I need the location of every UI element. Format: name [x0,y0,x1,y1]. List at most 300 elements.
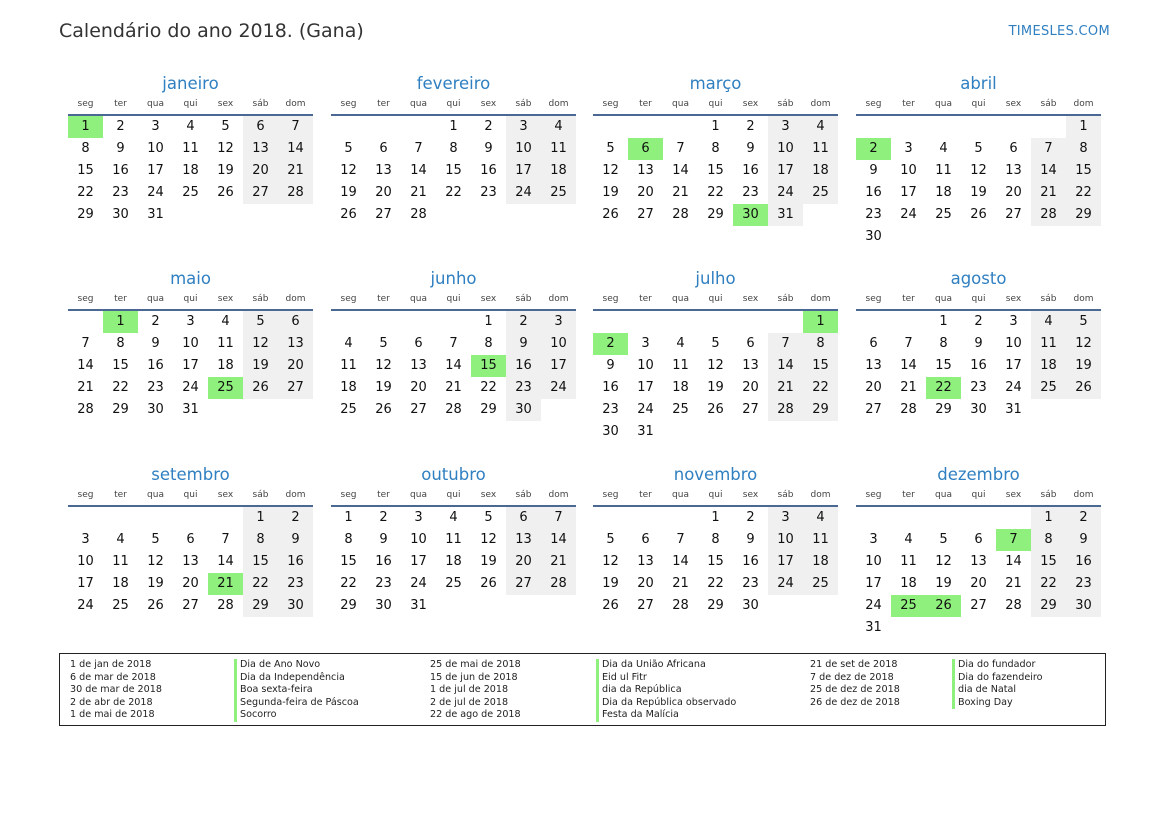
weekday-label: seg [865,99,882,109]
day-cell: 4 [541,116,576,138]
empty-day-cell [926,226,961,248]
day-cell: 2 [151,314,160,329]
weekday-label: sex [742,99,759,109]
day-cell: 10 [865,554,882,569]
day-cell: 8 [484,336,493,351]
empty-day-cell [768,595,803,617]
day-cell: 14 [410,163,427,178]
week-row [856,226,1101,248]
weekday-label: sáb [515,490,532,500]
day-cell: 22 [340,576,357,591]
weekday-label: seg [340,490,357,500]
day-cell: 4 [904,532,913,547]
week-row [856,377,1101,399]
holiday-date: 25 de mai de 2018 [430,659,521,670]
weekday-header [593,97,838,116]
weekday-header [68,97,313,116]
month-name: junho [430,269,477,288]
day-cell: 4 [803,116,838,138]
holiday-day-cell: 2 [593,333,628,355]
day-cell: 17 [865,576,882,591]
week-row [856,311,1101,333]
day-cell: 22 [480,380,497,395]
holiday-day-cell: 1 [803,311,838,333]
empty-day-cell [961,116,996,138]
weekday-label: dom [810,99,831,109]
week-row [331,116,576,138]
month-dezembro [856,464,1101,639]
day-cell: 26 [375,402,392,417]
day-cell: 3 [414,510,423,525]
holiday-name: Dia da República observado [596,697,736,710]
week-row [593,595,838,617]
day-cell: 28 [445,402,462,417]
day-cell: 20 [243,160,278,182]
day-cell: 14 [217,554,234,569]
day-cell: 11 [1031,333,1066,355]
day-cell: 27 [243,182,278,204]
day-cell: 28 [1005,598,1022,613]
weekday-header [856,488,1101,507]
weekday-label: sex [742,294,759,304]
weekday-label: ter [377,294,390,304]
weekday-header [593,488,838,507]
day-cell: 9 [151,336,160,351]
week-row [68,160,313,182]
week-row [593,421,838,443]
day-cell: 2 [116,119,125,134]
day-cell: 23 [970,380,987,395]
weekday-label: ter [639,99,652,109]
day-cell: 20 [865,380,882,395]
day-cell: 26 [480,576,497,591]
day-cell: 10 [900,163,917,178]
day-cell: 26 [970,207,987,222]
day-cell: 1 [344,510,353,525]
day-cell: 19 [602,185,619,200]
day-cell: 7 [676,532,685,547]
empty-day-cell [628,311,663,333]
day-cell: 29 [112,402,129,417]
day-cell: 14 [672,554,689,569]
week-row [856,355,1101,377]
day-cell: 8 [1031,529,1066,551]
day-cell: 5 [711,336,720,351]
day-cell: 23 [112,185,129,200]
day-cell: 7 [904,336,913,351]
day-cell: 29 [243,595,278,617]
holiday-date: 1 de mai de 2018 [70,709,155,721]
week-row [331,311,576,333]
holiday-date: 30 de mar de 2018 [70,684,162,696]
day-cell: 26 [602,598,619,613]
week-row [856,617,1101,639]
day-cell: 9 [116,141,125,156]
week-row [856,573,1101,595]
holiday-day-cell: 15 [471,355,506,377]
empty-day-cell [541,399,576,421]
brand-link[interactable]: TIMESLES.COM [1008,24,1110,39]
week-row [593,507,838,529]
day-cell: 26 [217,185,234,200]
holiday-day-cell: 25 [208,377,243,399]
day-cell: 30 [865,229,882,244]
weekday-label: qua [672,99,689,109]
weekday-label: dom [810,490,831,500]
empty-day-cell [961,507,996,529]
empty-day-cell [506,595,541,617]
holiday-name: Socorro [234,709,359,722]
day-cell: 16 [742,163,759,178]
empty-day-cell [733,311,768,333]
day-cell: 15 [707,163,724,178]
empty-day-cell [138,507,173,529]
day-cell: 15 [935,358,952,373]
day-cell: 19 [375,380,392,395]
weekday-label: dom [548,99,569,109]
weekday-header [331,97,576,116]
day-cell: 5 [1066,311,1101,333]
empty-day-cell [926,617,961,639]
day-cell: 13 [970,554,987,569]
day-cell: 24 [768,182,803,204]
weekday-label: ter [114,99,127,109]
day-cell: 23 [506,377,541,399]
holiday-name: Festa da Malícia [596,709,736,722]
day-cell: 9 [746,141,755,156]
week-row [593,182,838,204]
day-cell: 10 [182,336,199,351]
weekday-label: ter [114,294,127,304]
empty-day-cell [856,507,891,529]
empty-day-cell [103,507,138,529]
day-cell: 12 [602,163,619,178]
week-row [68,573,313,595]
empty-day-cell [331,311,366,333]
day-cell: 16 [506,355,541,377]
day-cell: 18 [340,380,357,395]
weekday-label: sáb [515,99,532,109]
weekday-label: qua [935,294,952,304]
month-name: setembro [151,465,230,484]
day-cell: 9 [746,532,755,547]
day-cell: 11 [935,163,952,178]
month-janeiro [68,73,313,226]
day-cell: 5 [606,532,615,547]
day-cell: 24 [900,207,917,222]
week-row [331,595,576,617]
day-cell: 21 [1005,576,1022,591]
weekday-label: dom [1073,490,1094,500]
day-cell: 27 [742,402,759,417]
empty-day-cell [436,311,471,333]
weekday-label: ter [902,490,915,500]
weekday-label: dom [285,294,306,304]
week-row [68,377,313,399]
month-name: maio [170,269,211,288]
weekday-label: dom [1073,99,1094,109]
day-cell: 30 [742,598,759,613]
holiday-day-cell: 26 [926,595,961,617]
weekday-label: qui [708,294,723,304]
weekday-label: qua [672,490,689,500]
week-row [331,355,576,377]
day-cell: 10 [1005,336,1022,351]
weekday-label: qua [147,99,164,109]
empty-day-cell [1031,226,1066,248]
weekday-label: sex [480,99,497,109]
empty-day-cell [278,399,313,421]
week-row [593,160,838,182]
empty-day-cell [926,116,961,138]
legend-date-column [70,659,162,722]
day-cell: 1 [939,314,948,329]
weekday-label: ter [639,294,652,304]
legend-name-column [952,659,1043,709]
day-cell: 15 [803,355,838,377]
day-cell: 13 [637,554,654,569]
day-cell: 30 [970,402,987,417]
day-cell: 27 [375,207,392,222]
day-cell: 3 [81,532,90,547]
month-julho [593,268,838,443]
day-cell: 25 [803,182,838,204]
day-cell: 23 [742,576,759,591]
day-cell: 9 [484,141,493,156]
day-cell: 28 [900,402,917,417]
day-cell: 13 [506,529,541,551]
day-cell: 3 [641,336,650,351]
week-row [593,204,838,226]
weekday-label: sáb [1040,490,1057,500]
day-cell: 6 [869,336,878,351]
day-cell: 5 [606,141,615,156]
day-cell: 24 [506,182,541,204]
weekday-label: qui [971,294,986,304]
holiday-date: 15 de jun de 2018 [430,671,518,683]
empty-day-cell [436,595,471,617]
weekday-label: seg [602,294,619,304]
day-cell: 3 [904,141,913,156]
week-row [856,529,1101,551]
holiday-name: Segunda-feira de Páscoa [234,697,359,710]
day-cell: 22 [707,576,724,591]
holiday-day-cell: 1 [103,311,138,333]
week-row [331,204,576,226]
day-cell: 19 [970,185,987,200]
week-row [593,573,838,595]
week-row [331,529,576,551]
day-cell: 8 [243,529,278,551]
day-cell: 2 [746,119,755,134]
day-cell: 28 [77,402,94,417]
weekday-label: qua [672,294,689,304]
day-cell: 17 [541,355,576,377]
weekday-label: ter [902,99,915,109]
empty-day-cell [663,507,698,529]
day-cell: 28 [217,598,234,613]
weekday-label: qui [708,99,723,109]
day-cell: 25 [112,598,129,613]
day-cell: 8 [116,336,125,351]
day-cell: 30 [1066,595,1101,617]
weekday-label: qua [935,99,952,109]
day-cell: 3 [869,532,878,547]
day-cell: 16 [375,554,392,569]
holiday-date: 25 de dez de 2018 [810,684,900,696]
empty-day-cell [366,311,401,333]
empty-day-cell [698,421,733,443]
day-cell: 8 [449,141,458,156]
day-cell: 19 [1066,355,1101,377]
day-cell: 28 [410,207,427,222]
day-cell: 22 [112,380,129,395]
day-cell: 28 [1031,204,1066,226]
weekday-label: ter [377,490,390,500]
holiday-name: Boa sexta-feira [234,684,359,697]
day-cell: 13 [410,358,427,373]
week-row [856,333,1101,355]
day-cell: 14 [900,358,917,373]
holiday-date: 2 de abr de 2018 [70,696,153,708]
empty-day-cell [733,421,768,443]
empty-day-cell [331,116,366,138]
weekday-label: qui [971,99,986,109]
weekday-label: sex [480,294,497,304]
day-cell: 8 [1066,138,1101,160]
day-cell: 17 [1005,358,1022,373]
day-cell: 5 [221,119,230,134]
weekday-label: sáb [252,294,269,304]
day-cell: 11 [112,554,129,569]
month-novembro [593,464,838,617]
day-cell: 12 [243,333,278,355]
empty-day-cell [996,116,1031,138]
empty-day-cell [663,421,698,443]
empty-day-cell [1066,617,1101,639]
empty-day-cell [1031,399,1066,421]
day-cell: 17 [637,380,654,395]
day-cell: 12 [707,358,724,373]
day-cell: 6 [379,141,388,156]
day-cell: 17 [147,163,164,178]
day-cell: 1 [1031,507,1066,529]
day-cell: 13 [182,554,199,569]
day-cell: 21 [410,185,427,200]
day-cell: 9 [606,358,615,373]
day-cell: 19 [243,355,278,377]
empty-day-cell [891,226,926,248]
weekday-label: ter [377,99,390,109]
day-cell: 16 [147,358,164,373]
day-cell: 19 [602,576,619,591]
weekday-header [68,292,313,311]
day-cell: 15 [340,554,357,569]
weekday-label: dom [548,294,569,304]
day-cell: 7 [541,507,576,529]
day-cell: 15 [1066,160,1101,182]
month-junho [331,268,576,421]
day-cell: 4 [1031,311,1066,333]
day-cell: 18 [672,380,689,395]
holiday-name: Dia de Ano Novo [234,659,359,672]
month-name: janeiro [162,74,219,93]
day-cell: 7 [449,336,458,351]
day-cell: 23 [480,185,497,200]
day-cell: 13 [637,163,654,178]
empty-day-cell [541,204,576,226]
day-cell: 12 [602,554,619,569]
day-cell: 1 [711,510,720,525]
weekday-label: qui [446,294,461,304]
day-cell: 3 [186,314,195,329]
weekday-header [856,292,1101,311]
empty-day-cell [593,311,628,333]
week-row [856,204,1101,226]
day-cell: 5 [939,532,948,547]
day-cell: 31 [182,402,199,417]
week-row [331,399,576,421]
day-cell: 20 [742,380,759,395]
day-cell: 19 [217,163,234,178]
empty-day-cell [68,311,103,333]
week-row [856,182,1101,204]
day-cell: 5 [484,510,493,525]
weekday-label: seg [77,294,94,304]
day-cell: 13 [243,138,278,160]
day-cell: 20 [182,576,199,591]
day-cell: 3 [768,507,803,529]
day-cell: 31 [768,204,803,226]
week-row [856,399,1101,421]
day-cell: 20 [410,380,427,395]
day-cell: 22 [445,185,462,200]
weekday-label: dom [548,490,569,500]
empty-day-cell [996,507,1031,529]
day-cell: 8 [939,336,948,351]
weekday-label: qua [935,490,952,500]
day-cell: 16 [112,163,129,178]
day-cell: 12 [480,532,497,547]
weekday-label: sáb [515,294,532,304]
day-cell: 30 [278,595,313,617]
weekday-label: sáb [777,490,794,500]
day-cell: 12 [217,141,234,156]
weekday-label: qui [183,99,198,109]
day-cell: 13 [1005,163,1022,178]
day-cell: 17 [506,160,541,182]
day-cell: 17 [900,185,917,200]
day-cell: 18 [112,576,129,591]
weekday-label: dom [1073,294,1094,304]
day-cell: 14 [77,358,94,373]
day-cell: 11 [182,141,199,156]
day-cell: 24 [410,576,427,591]
day-cell: 12 [375,358,392,373]
weekday-label: sáb [252,99,269,109]
day-cell: 18 [445,554,462,569]
day-cell: 15 [243,551,278,573]
weekday-label: sáb [1040,99,1057,109]
day-cell: 9 [1066,529,1101,551]
day-cell: 10 [768,529,803,551]
day-cell: 19 [480,554,497,569]
week-row [593,377,838,399]
empty-day-cell [996,617,1031,639]
weekday-label: qui [971,490,986,500]
weekday-label: sex [217,294,234,304]
day-cell: 25 [182,185,199,200]
